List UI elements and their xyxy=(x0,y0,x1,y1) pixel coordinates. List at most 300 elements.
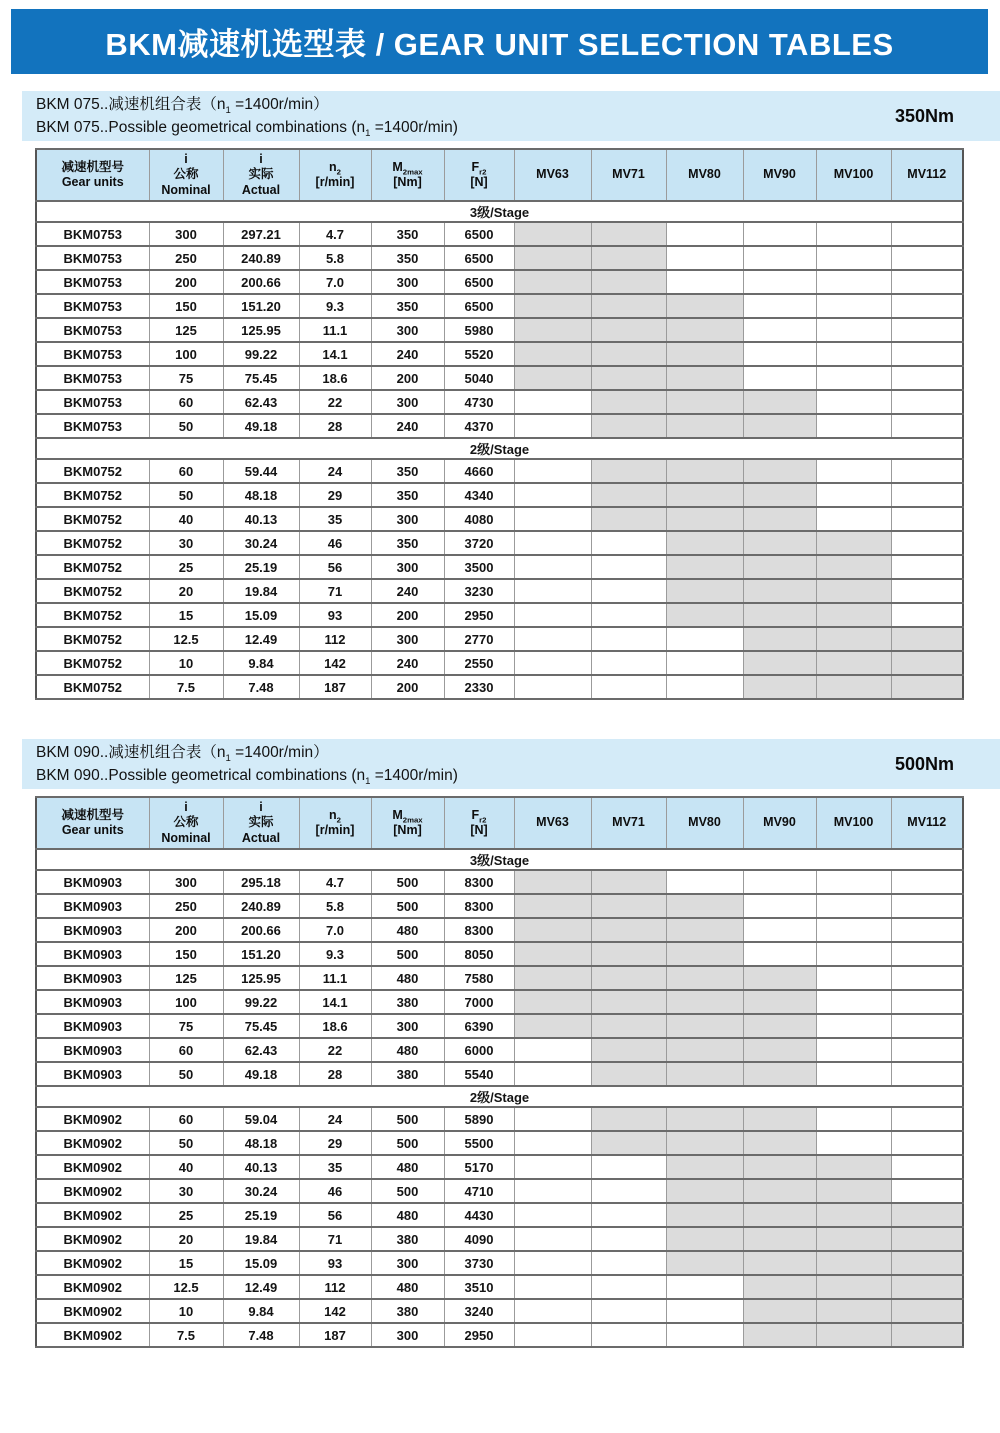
cell-i-actual: 49.18 xyxy=(223,414,299,438)
cell-model: BKM0753 xyxy=(36,366,149,390)
cell-m2max: 500 xyxy=(371,1107,444,1131)
cell-n2: 4.7 xyxy=(299,870,371,894)
cell-mv112-available xyxy=(891,1251,963,1275)
table-row xyxy=(36,1251,963,1275)
cell-fr2: 2950 xyxy=(444,1323,514,1347)
cell-mv63-available xyxy=(514,366,591,390)
cell-mv80-available xyxy=(666,531,743,555)
table-header-row xyxy=(36,149,963,201)
cell-mv63-empty xyxy=(514,579,591,603)
cell-mv112-empty xyxy=(891,318,963,342)
cell-fr2: 4340 xyxy=(444,483,514,507)
cell-mv71-available xyxy=(591,318,666,342)
cell-model: BKM0752 xyxy=(36,483,149,507)
header-n2 xyxy=(299,797,371,849)
table-row xyxy=(36,1014,963,1038)
cell-i-nominal: 150 xyxy=(149,294,223,318)
cell-i-actual: 295.18 xyxy=(223,870,299,894)
cell-mv100-empty xyxy=(816,246,891,270)
cell-i-actual: 30.24 xyxy=(223,1179,299,1203)
cell-i-actual: 9.84 xyxy=(223,651,299,675)
cell-m2max: 350 xyxy=(371,246,444,270)
cell-mv112-empty xyxy=(891,1131,963,1155)
cell-mv80-available xyxy=(666,1251,743,1275)
cell-i-actual: 48.18 xyxy=(223,483,299,507)
cell-n2: 24 xyxy=(299,459,371,483)
cell-mv90-empty xyxy=(743,294,816,318)
cell-mv63-empty xyxy=(514,390,591,414)
cell-mv63-empty xyxy=(514,1107,591,1131)
cell-model: BKM0752 xyxy=(36,651,149,675)
cell-mv80-available xyxy=(666,1203,743,1227)
header-i-actual xyxy=(223,149,299,201)
cell-fr2: 7000 xyxy=(444,990,514,1014)
cell-mv90-available xyxy=(743,651,816,675)
cell-n2: 112 xyxy=(299,627,371,651)
cell-model: BKM0902 xyxy=(36,1107,149,1131)
cell-i-nominal: 40 xyxy=(149,507,223,531)
cell-n2: 9.3 xyxy=(299,294,371,318)
cell-mv71-empty xyxy=(591,603,666,627)
cell-n2: 187 xyxy=(299,675,371,699)
cell-mv112-empty xyxy=(891,579,963,603)
header-n2-unit: [r/min] xyxy=(315,823,355,837)
cell-i-nominal: 200 xyxy=(149,270,223,294)
cell-mv100-empty xyxy=(816,870,891,894)
header-actual-cn: 实际 xyxy=(248,167,274,182)
cell-i-actual: 62.43 xyxy=(223,1038,299,1062)
header-actual-en: Actual xyxy=(241,830,281,845)
cell-mv100-available xyxy=(816,579,891,603)
cell-mv80-available xyxy=(666,318,743,342)
cell-fr2: 8300 xyxy=(444,870,514,894)
cell-mv100-empty xyxy=(816,918,891,942)
cell-mv90-empty xyxy=(743,918,816,942)
cell-mv71-available xyxy=(591,870,666,894)
cell-n2: 71 xyxy=(299,1227,371,1251)
page-title-bar xyxy=(11,9,988,74)
cell-model: BKM0753 xyxy=(36,270,149,294)
cell-mv112-empty xyxy=(891,1062,963,1086)
cell-mv80-available xyxy=(666,483,743,507)
header-actual-cn: 实际 xyxy=(248,815,274,830)
table-header-row-group xyxy=(36,149,963,201)
cell-mv100-empty xyxy=(816,942,891,966)
cell-mv63-empty xyxy=(514,627,591,651)
cell-mv80-empty xyxy=(666,1323,743,1347)
table-row xyxy=(36,579,963,603)
cell-mv80-available xyxy=(666,1014,743,1038)
cell-mv80-available xyxy=(666,1179,743,1203)
cell-i-nominal: 300 xyxy=(149,870,223,894)
cell-model: BKM0903 xyxy=(36,942,149,966)
cell-fr2: 4660 xyxy=(444,459,514,483)
cell-m2max: 350 xyxy=(371,294,444,318)
torque-badge-500nm: 500Nm xyxy=(894,753,954,774)
cell-mv80-available xyxy=(666,603,743,627)
cell-mv80-empty xyxy=(666,222,743,246)
cell-mv90-available xyxy=(743,1062,816,1086)
cell-mv90-available xyxy=(743,1131,816,1155)
cell-mv80-empty xyxy=(666,675,743,699)
cell-mv90-available xyxy=(743,603,816,627)
header-n2-symbol: $n_2$ xyxy=(329,159,341,177)
cell-i-nominal: 75 xyxy=(149,366,223,390)
cell-mv63-empty xyxy=(514,1275,591,1299)
cell-i-actual: 7.48 xyxy=(223,1323,299,1347)
cell-i-nominal: 12.5 xyxy=(149,1275,223,1299)
cell-mv100-empty xyxy=(816,270,891,294)
cell-m2max: 500 xyxy=(371,894,444,918)
cell-mv71-available xyxy=(591,966,666,990)
cell-i-nominal: 10 xyxy=(149,1299,223,1323)
cell-fr2: 3510 xyxy=(444,1275,514,1299)
table-row xyxy=(36,870,963,894)
cell-n2: 56 xyxy=(299,555,371,579)
header-mv80: MV80 xyxy=(666,149,743,201)
table-row xyxy=(36,651,963,675)
header-gear-units xyxy=(36,797,149,849)
cell-mv100-available xyxy=(816,1179,891,1203)
cell-mv71-empty xyxy=(591,1179,666,1203)
cell-mv112-empty xyxy=(891,966,963,990)
cell-i-nominal: 30 xyxy=(149,1179,223,1203)
cell-i-nominal: 100 xyxy=(149,990,223,1014)
cell-mv80-empty xyxy=(666,1299,743,1323)
cell-mv71-empty xyxy=(591,1227,666,1251)
stage-label: 2级/Stage xyxy=(36,1086,963,1107)
cell-m2max: 200 xyxy=(371,675,444,699)
cell-m2max: 300 xyxy=(371,1014,444,1038)
cell-model: BKM0752 xyxy=(36,459,149,483)
cell-fr2: 5170 xyxy=(444,1155,514,1179)
cell-mv112-empty xyxy=(891,918,963,942)
cell-mv71-empty xyxy=(591,555,666,579)
cell-mv90-available xyxy=(743,459,816,483)
cell-mv71-empty xyxy=(591,1299,666,1323)
cell-mv100-empty xyxy=(816,294,891,318)
cell-model: BKM0753 xyxy=(36,342,149,366)
cell-i-nominal: 125 xyxy=(149,318,223,342)
cell-mv71-available xyxy=(591,270,666,294)
cell-mv100-empty xyxy=(816,1107,891,1131)
table-row xyxy=(36,246,963,270)
cell-mv71-available xyxy=(591,918,666,942)
cell-mv63-empty xyxy=(514,507,591,531)
cell-i-actual: 25.19 xyxy=(223,1203,299,1227)
cell-mv63-empty xyxy=(514,1062,591,1086)
cell-n2: 22 xyxy=(299,390,371,414)
cell-fr2: 4090 xyxy=(444,1227,514,1251)
cell-i-nominal: 15 xyxy=(149,603,223,627)
cell-i-actual: 30.24 xyxy=(223,531,299,555)
header-gear-units-en: Gear units xyxy=(61,175,124,189)
cell-fr2: 4080 xyxy=(444,507,514,531)
cell-mv71-empty xyxy=(591,1275,666,1299)
cell-fr2: 3730 xyxy=(444,1251,514,1275)
stage-label: 3级/Stage xyxy=(36,849,963,870)
cell-mv100-available xyxy=(816,1203,891,1227)
cell-n2: 93 xyxy=(299,1251,371,1275)
cell-mv112-available xyxy=(891,1299,963,1323)
cell-mv63-empty xyxy=(514,1227,591,1251)
header-actual-en: Actual xyxy=(241,182,281,197)
header-m2max-unit: [Nm] xyxy=(393,823,422,837)
cell-n2: 7.0 xyxy=(299,270,371,294)
header-gear-units-cn: 减速机型号 xyxy=(61,807,124,822)
cell-mv112-empty xyxy=(891,459,963,483)
cell-mv112-empty xyxy=(891,531,963,555)
cell-mv63-available xyxy=(514,222,591,246)
stage-row xyxy=(36,201,963,222)
cell-i-actual: 151.20 xyxy=(223,294,299,318)
cell-i-nominal: 25 xyxy=(149,1203,223,1227)
cell-mv90-available xyxy=(743,579,816,603)
table-body xyxy=(36,201,963,699)
cell-model: BKM0752 xyxy=(36,675,149,699)
cell-i-nominal: 250 xyxy=(149,894,223,918)
cell-i-actual: 59.04 xyxy=(223,1107,299,1131)
cell-n2: 46 xyxy=(299,531,371,555)
cell-mv63-empty xyxy=(514,1155,591,1179)
banner-bkm090-lines xyxy=(36,741,458,788)
cell-mv90-empty xyxy=(743,870,816,894)
cell-fr2: 4370 xyxy=(444,414,514,438)
cell-mv71-available xyxy=(591,483,666,507)
cell-m2max: 380 xyxy=(371,1299,444,1323)
cell-mv100-empty xyxy=(816,1014,891,1038)
table-row xyxy=(36,390,963,414)
cell-i-actual: 200.66 xyxy=(223,918,299,942)
stage-row xyxy=(36,438,963,459)
cell-i-nominal: 20 xyxy=(149,1227,223,1251)
cell-mv80-available xyxy=(666,507,743,531)
cell-m2max: 500 xyxy=(371,942,444,966)
cell-mv100-available xyxy=(816,651,891,675)
cell-model: BKM0903 xyxy=(36,990,149,1014)
cell-mv100-empty xyxy=(816,342,891,366)
cell-i-actual: 75.45 xyxy=(223,366,299,390)
cell-mv100-available xyxy=(816,1227,891,1251)
header-gear-units xyxy=(36,149,149,201)
cell-i-nominal: 7.5 xyxy=(149,675,223,699)
banner-bkm090 xyxy=(22,739,1000,789)
cell-mv71-available xyxy=(591,942,666,966)
table-row xyxy=(36,1062,963,1086)
cell-mv100-available xyxy=(816,627,891,651)
cell-i-nominal: 50 xyxy=(149,1062,223,1086)
cell-mv80-empty xyxy=(666,270,743,294)
cell-mv71-available xyxy=(591,246,666,270)
cell-i-actual: 19.84 xyxy=(223,579,299,603)
cell-i-nominal: 125 xyxy=(149,966,223,990)
cell-m2max: 380 xyxy=(371,990,444,1014)
cell-mv80-available xyxy=(666,579,743,603)
cell-i-actual: 99.22 xyxy=(223,990,299,1014)
header-mv63: MV63 xyxy=(514,797,591,849)
header-nominal-cn: 公称 xyxy=(173,815,199,830)
cell-fr2: 4730 xyxy=(444,390,514,414)
cell-mv90-available xyxy=(743,555,816,579)
cell-mv90-empty xyxy=(743,894,816,918)
header-fr2-symbol: $F_{r2}$ xyxy=(471,807,487,825)
cell-mv100-empty xyxy=(816,990,891,1014)
cell-mv100-empty xyxy=(816,1062,891,1086)
table-row xyxy=(36,966,963,990)
cell-fr2: 5980 xyxy=(444,318,514,342)
table-row xyxy=(36,990,963,1014)
header-m2max xyxy=(371,149,444,201)
cell-m2max: 240 xyxy=(371,342,444,366)
cell-i-actual: 151.20 xyxy=(223,942,299,966)
cell-fr2: 2950 xyxy=(444,603,514,627)
cell-fr2: 8300 xyxy=(444,918,514,942)
cell-fr2: 5500 xyxy=(444,1131,514,1155)
cell-i-nominal: 200 xyxy=(149,918,223,942)
header-nominal-cn: 公称 xyxy=(173,167,199,182)
table-header-row-group xyxy=(36,797,963,849)
cell-mv63-empty xyxy=(514,531,591,555)
cell-mv100-empty xyxy=(816,507,891,531)
cell-model: BKM0752 xyxy=(36,507,149,531)
cell-mv100-empty xyxy=(816,390,891,414)
cell-fr2: 6500 xyxy=(444,294,514,318)
table-bkm075 xyxy=(35,148,964,700)
cell-i-nominal: 20 xyxy=(149,579,223,603)
cell-fr2: 8050 xyxy=(444,942,514,966)
cell-mv80-empty xyxy=(666,1275,743,1299)
table-row xyxy=(36,1179,963,1203)
cell-n2: 5.8 xyxy=(299,894,371,918)
cell-m2max: 480 xyxy=(371,966,444,990)
cell-m2max: 300 xyxy=(371,507,444,531)
cell-mv100-available xyxy=(816,1155,891,1179)
banner-bkm075-lines xyxy=(36,93,458,140)
cell-mv112-empty xyxy=(891,894,963,918)
cell-mv112-empty xyxy=(891,342,963,366)
table-row xyxy=(36,414,963,438)
cell-n2: 35 xyxy=(299,507,371,531)
cell-mv71-empty xyxy=(591,675,666,699)
cell-model: BKM0752 xyxy=(36,579,149,603)
cell-mv90-empty xyxy=(743,942,816,966)
cell-i-nominal: 75 xyxy=(149,1014,223,1038)
cell-mv80-empty xyxy=(666,870,743,894)
cell-model: BKM0902 xyxy=(36,1131,149,1155)
cell-n2: 71 xyxy=(299,579,371,603)
cell-fr2: 6390 xyxy=(444,1014,514,1038)
cell-model: BKM0902 xyxy=(36,1203,149,1227)
cell-i-nominal: 50 xyxy=(149,414,223,438)
cell-mv63-available xyxy=(514,318,591,342)
cell-mv90-empty xyxy=(743,270,816,294)
table-row xyxy=(36,555,963,579)
cell-mv112-empty xyxy=(891,483,963,507)
cell-mv63-available xyxy=(514,270,591,294)
cell-model: BKM0753 xyxy=(36,294,149,318)
cell-fr2: 6500 xyxy=(444,222,514,246)
cell-mv100-available xyxy=(816,1323,891,1347)
torque-badge-350nm: 350Nm xyxy=(894,105,954,126)
banner-bkm075-line-cn: BKM 075..减速机组合表$(n_1 =1400r/\min)$ xyxy=(36,95,329,116)
cell-mv80-available xyxy=(666,366,743,390)
cell-mv80-available xyxy=(666,942,743,966)
cell-mv100-available xyxy=(816,675,891,699)
cell-mv63-empty xyxy=(514,459,591,483)
cell-mv63-empty xyxy=(514,1038,591,1062)
stage-label: 3级/Stage xyxy=(36,201,963,222)
cell-mv80-available xyxy=(666,1062,743,1086)
header-n2 xyxy=(299,149,371,201)
cell-fr2: 6500 xyxy=(444,270,514,294)
cell-i-nominal: 25 xyxy=(149,555,223,579)
cell-mv63-available xyxy=(514,294,591,318)
header-nominal-en: Nominal xyxy=(161,830,211,845)
cell-mv80-available xyxy=(666,966,743,990)
cell-model: BKM0753 xyxy=(36,390,149,414)
cell-m2max: 300 xyxy=(371,1323,444,1347)
header-m2max-symbol: $M_{2max}$ xyxy=(392,807,423,825)
cell-mv100-empty xyxy=(816,459,891,483)
header-fr2 xyxy=(444,149,514,201)
cell-mv112-empty xyxy=(891,246,963,270)
cell-mv100-available xyxy=(816,531,891,555)
cell-mv112-available xyxy=(891,1227,963,1251)
cell-mv112-empty xyxy=(891,870,963,894)
cell-mv71-available xyxy=(591,990,666,1014)
cell-mv112-empty xyxy=(891,222,963,246)
cell-mv90-empty xyxy=(743,366,816,390)
cell-i-nominal: 300 xyxy=(149,222,223,246)
cell-fr2: 4430 xyxy=(444,1203,514,1227)
cell-model: BKM0902 xyxy=(36,1251,149,1275)
cell-mv100-available xyxy=(816,603,891,627)
cell-model: BKM0753 xyxy=(36,414,149,438)
cell-mv100-empty xyxy=(816,318,891,342)
cell-model: BKM0753 xyxy=(36,222,149,246)
table-row xyxy=(36,942,963,966)
table-row xyxy=(36,627,963,651)
cell-mv63-available xyxy=(514,246,591,270)
cell-n2: 11.1 xyxy=(299,318,371,342)
cell-mv71-available xyxy=(591,414,666,438)
cell-i-actual: 240.89 xyxy=(223,246,299,270)
cell-mv90-available xyxy=(743,1275,816,1299)
cell-i-actual: 12.49 xyxy=(223,1275,299,1299)
cell-mv63-empty xyxy=(514,1299,591,1323)
cell-fr2: 6500 xyxy=(444,246,514,270)
cell-i-nominal: 100 xyxy=(149,342,223,366)
cell-i-actual: 25.19 xyxy=(223,555,299,579)
cell-mv71-empty xyxy=(591,579,666,603)
table-row xyxy=(36,294,963,318)
header-m2max xyxy=(371,797,444,849)
header-m2max-unit: [Nm] xyxy=(393,175,422,189)
cell-mv71-empty xyxy=(591,1323,666,1347)
table-row xyxy=(36,1131,963,1155)
cell-n2: 5.8 xyxy=(299,246,371,270)
cell-mv90-empty xyxy=(743,246,816,270)
cell-mv71-empty xyxy=(591,627,666,651)
cell-n2: 142 xyxy=(299,651,371,675)
cell-i-actual: 15.09 xyxy=(223,1251,299,1275)
cell-mv80-available xyxy=(666,414,743,438)
cell-model: BKM0752 xyxy=(36,531,149,555)
cell-mv100-available xyxy=(816,1275,891,1299)
cell-mv90-available xyxy=(743,1299,816,1323)
cell-model: BKM0752 xyxy=(36,555,149,579)
cell-m2max: 350 xyxy=(371,531,444,555)
